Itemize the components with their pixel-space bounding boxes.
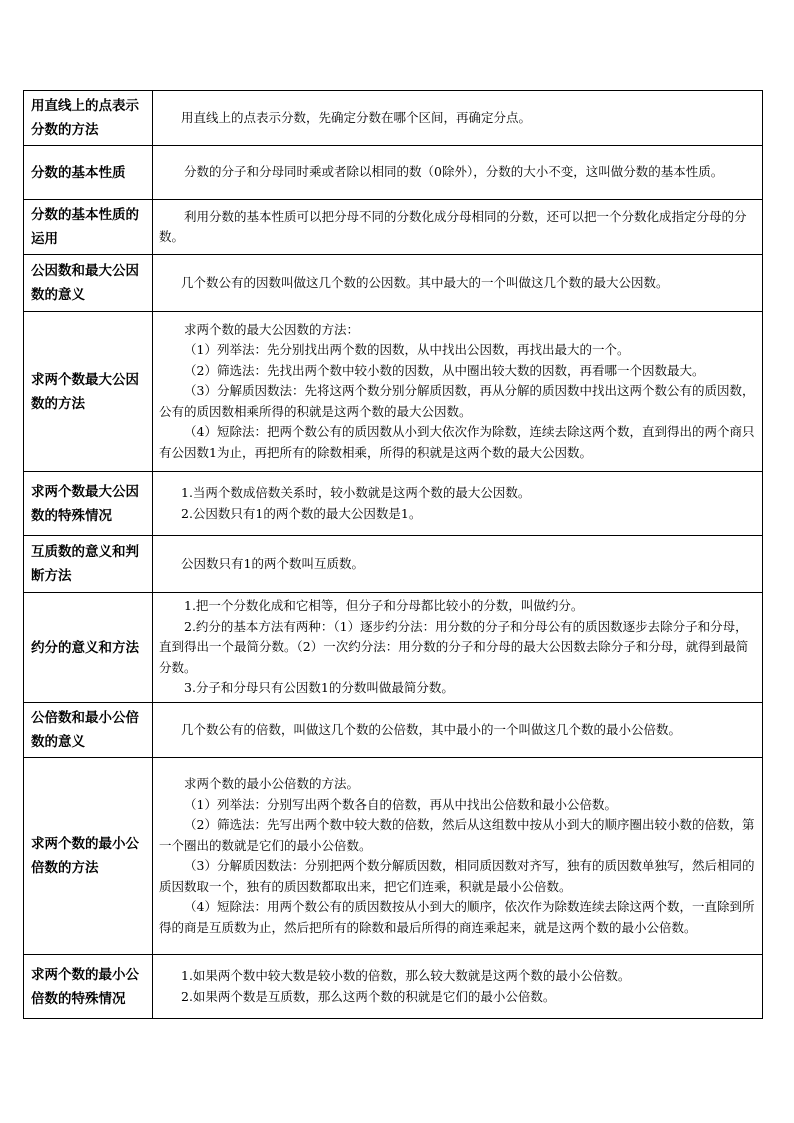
content-cell xyxy=(153,312,763,472)
content-line: （2）筛选法：先找出两个数中较小数的因数，从中圈出较大数的因数，再看哪一个因数最大。 xyxy=(184,362,705,378)
content-cell xyxy=(153,593,763,703)
content-line: 1.如果两个数中较大数是较小数的倍数，那么较大数就是这两个数的最小公倍数。 xyxy=(181,968,631,983)
content-line: 1.当两个数成倍数关系时，较小数就是这两个数的最大公因数。 xyxy=(181,485,531,500)
table-row xyxy=(24,593,763,703)
content-cell xyxy=(153,472,763,536)
content-line: 分数的分子和分母同时乘或者除以相同的数（0除外），分数的大小不变，这叫做分数的基本性质。 xyxy=(184,164,724,180)
table-row xyxy=(24,312,763,472)
table-row xyxy=(24,146,763,200)
topic-cell: 分数的基本性质 xyxy=(24,146,153,200)
content-line: 利用分数的基本性质可以把分母不同的分数化成分母相同的分数，还可以把一个分数化成指定分母的分数。 xyxy=(159,208,747,244)
content-cell xyxy=(153,91,763,146)
content-cell xyxy=(153,146,763,200)
topic-cell: 求两个数最大公因数的方法 xyxy=(24,312,153,472)
content-line: 几个数公有的倍数，叫做这几个数的公倍数，其中最小的一个叫做这几个数的最小公倍数。 xyxy=(181,721,682,737)
content-line: 求两个数的最小公倍数的方法。 xyxy=(184,776,360,791)
content-line: 2.如果两个数是互质数，那么这两个数的积就是它们的最小公倍数。 xyxy=(181,988,556,1004)
content-line: 公因数只有1的两个数叫互质数。 xyxy=(181,555,364,571)
content-line: （4）短除法：用两个数公有的质因数按从小到大的顺序，依次作为除数连续去除这两个数，一直除到所得的商是互质数为止，然后把所有的除数和最后所得的商连乘起来，就是这两个数的最小公倍数。 xyxy=(159,899,755,935)
knowledge-table xyxy=(23,90,763,1019)
table-row xyxy=(24,703,763,758)
topic-cell: 互质数的意义和判断方法 xyxy=(24,536,153,593)
topic-cell: 分数的基本性质的运用 xyxy=(24,200,153,255)
table-row xyxy=(24,200,763,255)
content-cell xyxy=(153,200,763,255)
table-row xyxy=(24,758,763,955)
content-line: 2.公因数只有1的两个数的最大公因数是1。 xyxy=(181,505,422,521)
topic-cell: 公倍数和最小公倍数的意义 xyxy=(24,703,153,758)
content-line: （2）筛选法：先写出两个数中较大数的倍数，然后从这组数中按从小到大的顺序圈出较小数的倍数，第一个圈出的数就是它们的最小公倍数。 xyxy=(159,817,755,853)
content-line: 3.分子和分母只有公因数1的分数叫做最简分数。 xyxy=(184,680,454,696)
content-line: （4）短除法：把两个数公有的质因数从小到大依次作为除数，连续去除这两个数，直到得出的两个商只有公因数1为止，再把所有的除数相乘，所得的积就是这两个数的最大公因数。 xyxy=(159,424,755,460)
content-line: （3）分解质因数法：先将这两个数分别分解质因数，再从分解的质因数中找出这两个数公有的质因数，公有的质因数相乘所得的积就是这两个数的最大公因数。 xyxy=(159,383,755,419)
table-row xyxy=(24,536,763,593)
content-cell xyxy=(153,536,763,593)
content-cell xyxy=(153,255,763,312)
topic-cell: 用直线上的点表示分数的方法 xyxy=(24,91,153,146)
content-cell xyxy=(153,955,763,1019)
table-row xyxy=(24,91,763,146)
table-row xyxy=(24,255,763,312)
content-line: 求两个数的最大公因数的方法： xyxy=(184,321,360,337)
content-line: 用直线上的点表示分数，先确定分数在哪个区间，再确定分点。 xyxy=(181,109,532,125)
table-row xyxy=(24,472,763,536)
topic-cell: 公因数和最大公因数的意义 xyxy=(24,255,153,312)
topic-cell: 求两个数的最小公倍数的特殊情况 xyxy=(24,955,153,1019)
content-cell xyxy=(153,758,763,955)
content-line: 几个数公有的因数叫做这几个数的公因数。其中最大的一个叫做这几个数的最大公因数。 xyxy=(181,274,669,290)
content-line: 2.约分的基本方法有两种：（1）逐步约分法：用分数的分子和分母公有的质因数逐步去除分子和分母，直到得出一个最简分数。（2）一次约分法：用分数的分子和分母的最大公因数去除分子和分母，就得到最简分数。 xyxy=(159,618,749,675)
topic-cell: 约分的意义和方法 xyxy=(24,593,153,703)
content-line: 1.把一个分数化成和它相等，但分子和分母都比较小的分数，叫做约分。 xyxy=(184,598,584,614)
topic-cell: 求两个数最大公因数的特殊情况 xyxy=(24,472,153,536)
table-row xyxy=(24,955,763,1019)
content-cell xyxy=(153,703,763,758)
topic-cell: 求两个数的最小公倍数的方法 xyxy=(24,758,153,955)
content-line: （1）列举法：分别写出两个数各自的倍数，再从中找出公倍数和最小公倍数。 xyxy=(184,796,617,812)
table-body xyxy=(24,91,763,1019)
content-line: （3）分解质因数法：分别把两个数分解质因数，相同质因数对齐写，独有的质因数单独写，然后相同的质因数取一个，独有的质因数都取出来，把它们连乘，积就是最小公倍数。 xyxy=(159,858,755,894)
content-line: （1）列举法：先分别找出两个数的因数，从中找出公因数，再找出最大的一个。 xyxy=(184,342,630,358)
